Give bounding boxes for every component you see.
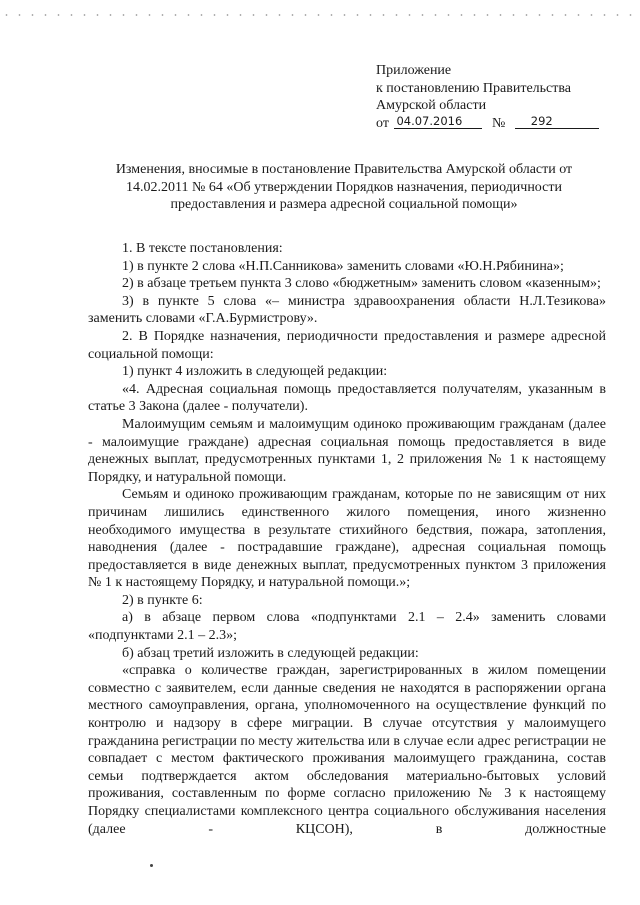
number-label: № (491, 115, 506, 131)
appendix-line-3: Амурской области (376, 98, 487, 113)
date-label: от (376, 115, 389, 131)
document-body (88, 240, 606, 838)
paragraph: «4. Адресная социальная помощь предоставляется получателям, указанным в статье 3 Закона (далее - получатели). (88, 381, 606, 415)
number-field: 292 (515, 115, 599, 129)
paragraph: 3) в пункте 5 слова «– министра здравоохранения области Н.Л.Тезикова» заменить словами «Г.А.Бурмистрову». (88, 293, 606, 327)
document-title: Изменения, вносимые в постановление Правительства Амурской области от 14.02.2011 № 64 «Об утверждении Порядков назначения, периодичности предоставления и размера адресной социальной помощи» (115, 162, 573, 212)
appendix-date-row (376, 115, 599, 133)
paragraph: «справка о количестве граждан, зарегистрированных в жилом помещении совместно с заявителем, если данные сведения не находятся в распоряжении органа местного самоуправления, органа, уполномоченного на осуществление функций по контролю и надзору в сфере миграции. В случае отсутствия у малоимущего гражданина регистрации по месту жительства или в случае если адрес регистрации не совпадает с местом фактического проживания малоимущего гражданина, состав семьи подтверждается актом обследования материально-бытовых условий проживания, составленным по форме согласно приложению № 3 к настоящему Порядку специалистами комплексного центра социального обслуживания населения (далее - КЦСОН), в должностные (88, 663, 606, 837)
paragraph: 2. В Порядке назначения, периодичности предоставления и размере адресной социальной помощи: (88, 328, 606, 362)
appendix-header (376, 62, 599, 132)
appendix-line-2: к постановлению Правительства (376, 80, 572, 96)
date-field: 04.07.2016 (394, 115, 482, 129)
appendix-line-1: Приложение (376, 63, 452, 78)
paragraph: 1. В тексте постановления: (122, 241, 283, 256)
paragraph: Малоимущим семьям и малоимущим одиноко проживающим гражданам (далее - малоимущие граждане) адресная социальная помощь предоставляется в виде денежных выплат, предусмотренных пунктами 1, 2 приложения № 1 к настоящему Порядку, и натуральной помощи. (88, 416, 606, 485)
paragraph: 1) пункт 4 изложить в следующей редакции: (122, 364, 388, 380)
paragraph: Семьям и одиноко проживающим гражданам, которые по не зависящим от них причинам лишились единственного жилого помещения, иного жизненно необходимого имущества в результате стихийного бедствия, пожара, затопления, наводнения (далее - пострадавшие граждане), адресная социальная помощь предоставляется в виде денежных выплат, предусмотренных пунктом 3 приложения № 1 к настоящему Порядку, и натуральной помощи.»; (88, 487, 606, 591)
paragraph: а) в абзаце первом слова «подпунктами 2.1 – 2.4» заменить словами «подпунктами 2.1 – 2.3»; (88, 610, 606, 644)
paragraph: 1) в пункте 2 слова «Н.П.Санникова» заменить словами «Ю.Н.Рябинина»; (122, 258, 564, 274)
paragraph: б) абзац третий изложить в следующей редакции: (122, 645, 419, 661)
paragraph: 2) в пункте 6: (122, 592, 203, 608)
paragraph: 2) в абзаце третьем пункта 3 слово «бюджетным» заменить словом «казенным»; (122, 276, 601, 292)
scan-noise-top (0, 14, 640, 16)
scan-speck (150, 864, 153, 867)
